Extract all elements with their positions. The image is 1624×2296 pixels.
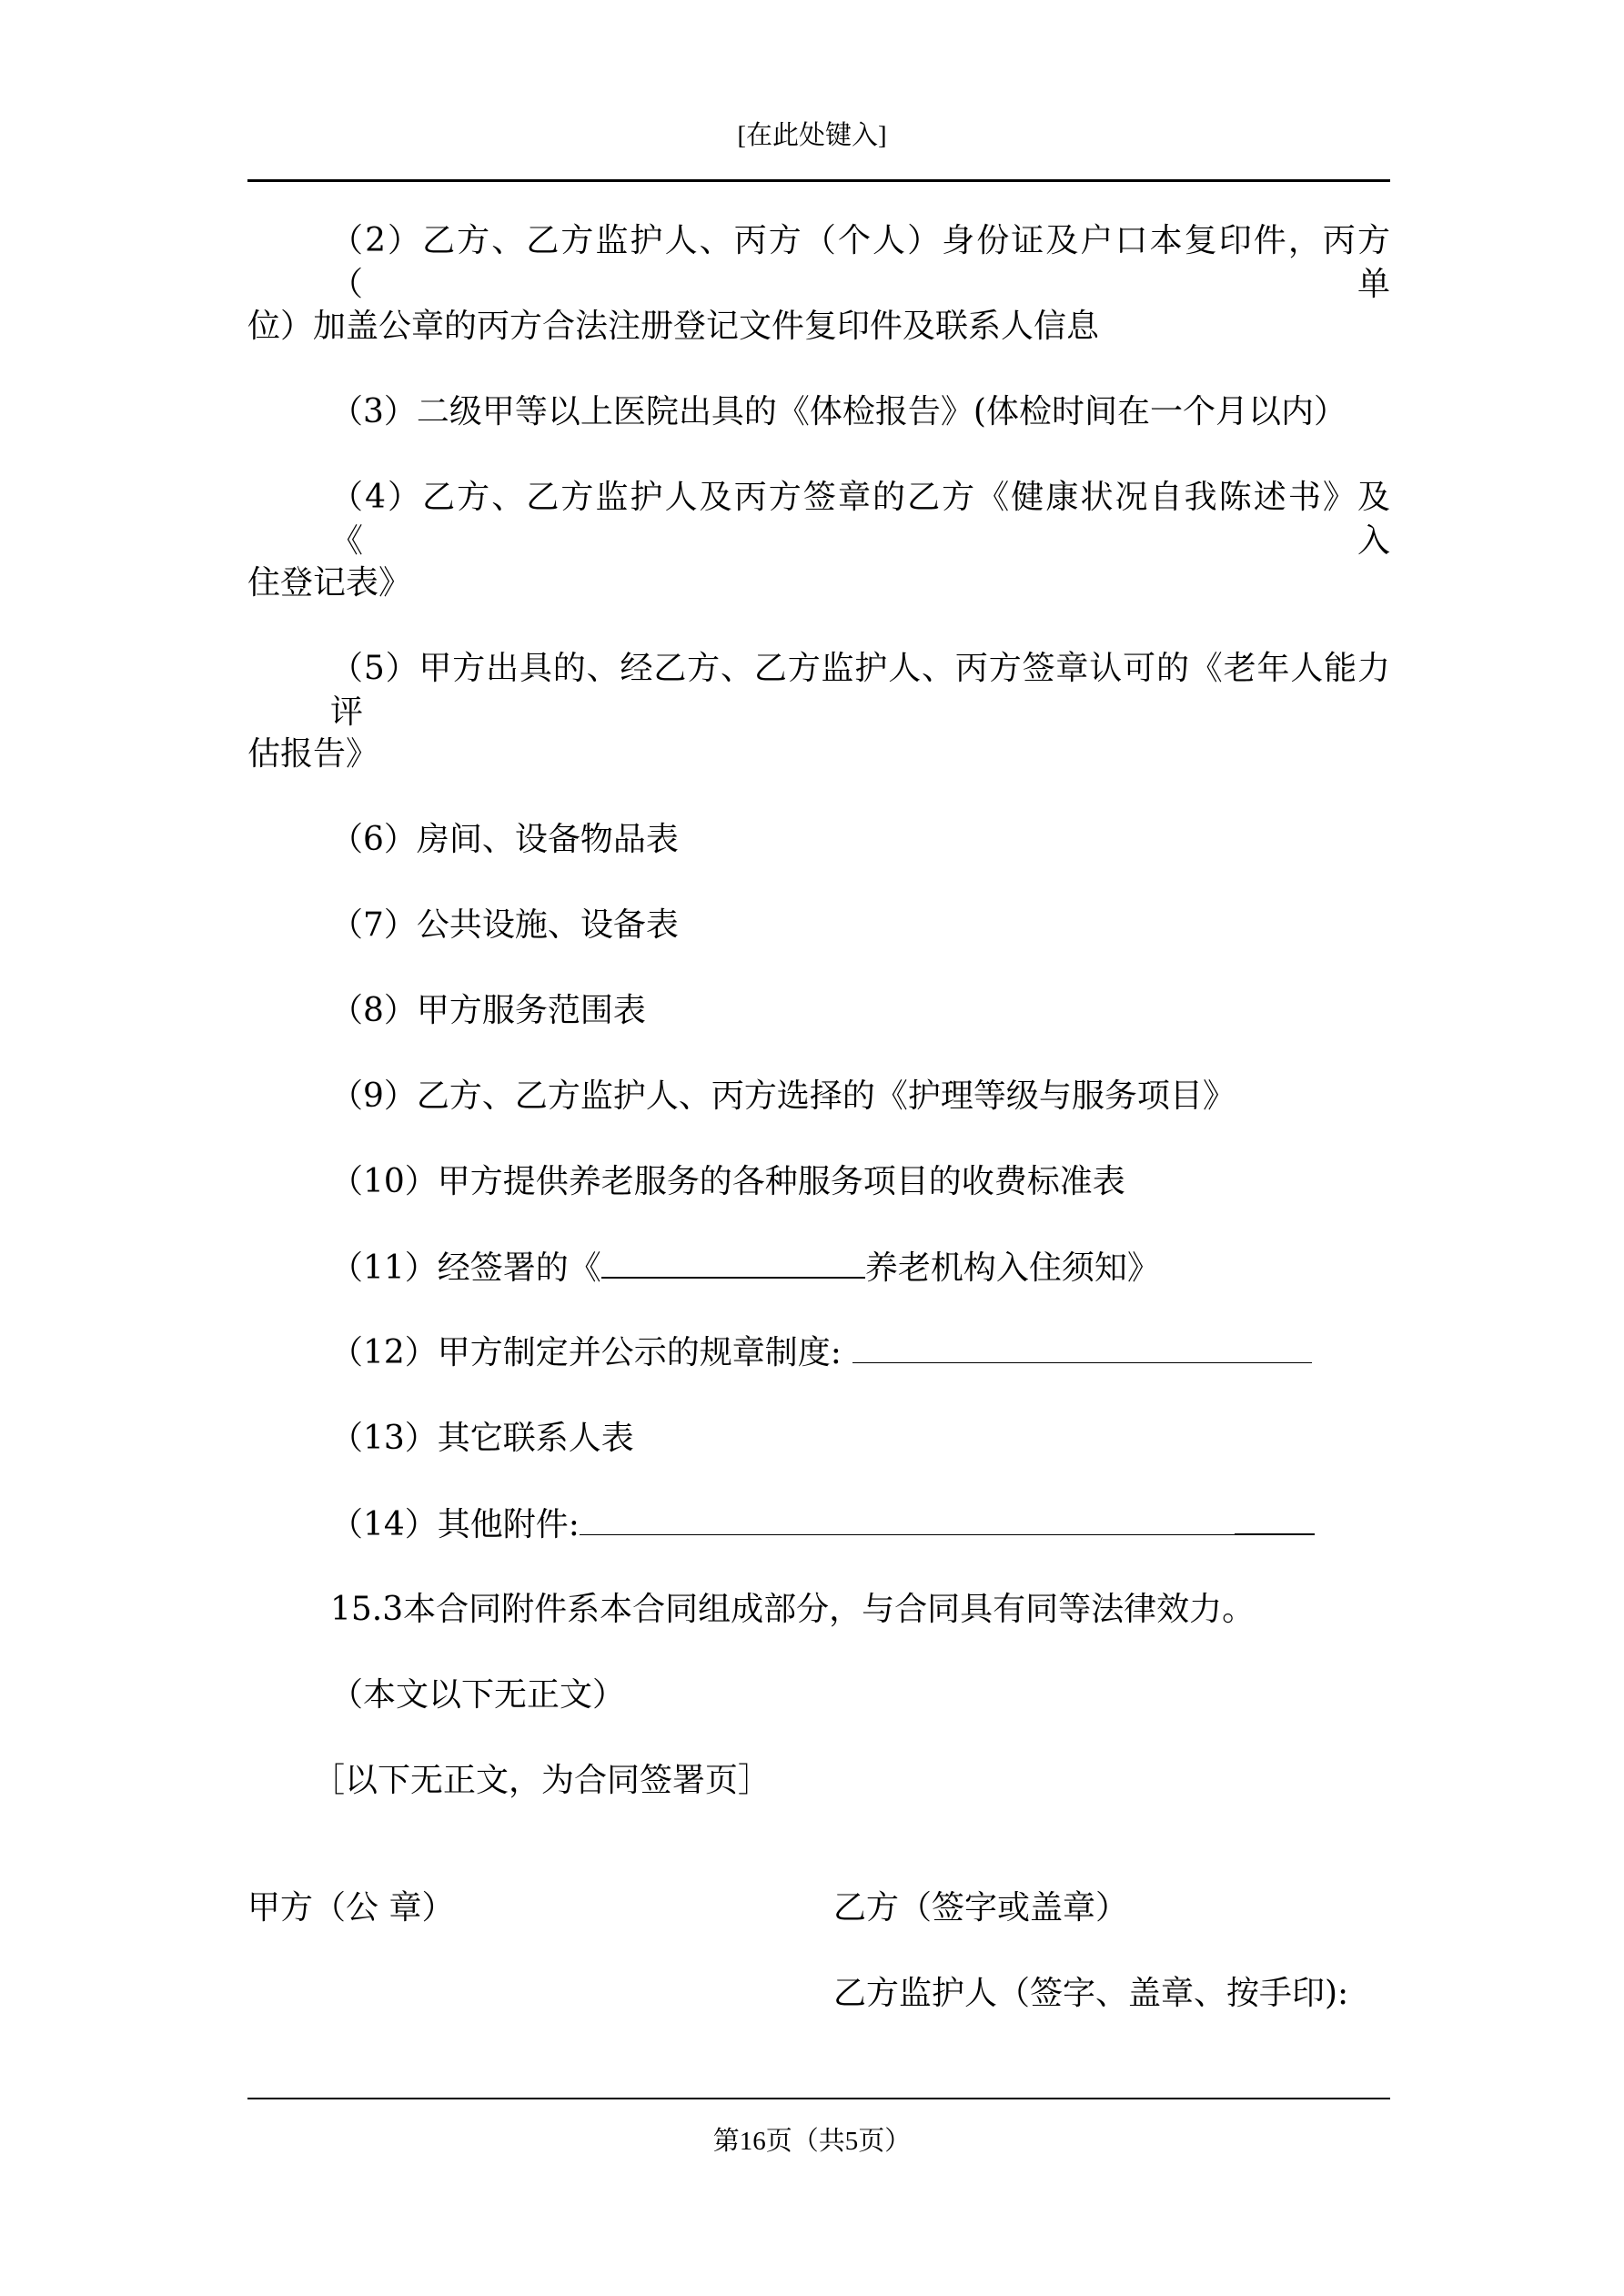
item-5-line-2: 估报告》 [247,735,379,773]
item-5-line-1: （5）甲方出具的、经乙方、乙方监护人、丙方签章认可的《老年人能力评 [330,650,1390,731]
no-text-note: （本文以下无正文） [330,1676,626,1714]
item-4-line-1: （4）乙方、乙方监护人及丙方签章的乙方《健康状况自我陈述书》及《入 [330,479,1390,560]
item-4-line-2: 住登记表》 [247,564,412,602]
guardian-signature: 乙方监护人（签字、盖章、按手印): [833,1975,1349,2012]
signature-page-note: ［以下无正文，为合同签署页］ [312,1762,772,1799]
page-footer: 第16页（共5页） [712,2127,912,2156]
header-rule [247,179,1390,182]
item-2-line-2: 位）加盖公章的丙方合法注册登记文件复印件及联系人信息 [247,308,1100,345]
item-12 [330,1331,1312,1375]
item-3: （3）二级甲等以上医院出具的《体检报告》(体检时间在一个月以内） [330,393,1347,430]
item-14-prefix: （14）其他附件: [330,1506,580,1543]
item-11-suffix: 养老机构入住须知》 [864,1249,1160,1287]
item-2-line-1: （2）乙方、乙方监护人、丙方（个人）身份证及户口本复印件，丙方（单 [330,222,1390,303]
item-14 [330,1502,1315,1547]
item-11-prefix: （11）经签署的《 [330,1249,601,1287]
item-11 [330,1246,1160,1290]
party-b-signature: 乙方（签字或盖章） [833,1889,1129,1927]
party-a-signature: 甲方（公 章） [247,1889,455,1927]
item-14-blank-end[interactable] [1235,1502,1315,1535]
page-header: [在此处键入] [737,121,887,150]
item-14-blank[interactable] [580,1503,1235,1535]
item-9: （9）乙方、乙方监护人、丙方选择的《护理等级与服务项目》 [330,1077,1236,1115]
item-10: （10）甲方提供养老服务的各种服务项目的收费标准表 [330,1163,1125,1200]
footer-rule [247,2098,1390,2099]
clause-15-3: 15.3本合同附件系本合同组成部分，与合同具有同等法律效力。 [330,1591,1256,1628]
item-6: （6）房间、设备物品表 [330,821,679,858]
item-8: （8）甲方服务范围表 [330,992,646,1029]
item-13: （13）其它联系人表 [330,1420,634,1457]
item-11-blank[interactable] [601,1246,865,1279]
item-12-blank[interactable] [852,1331,1312,1363]
item-12-prefix: （12）甲方制定并公示的规章制度: [330,1334,842,1371]
item-7: （7）公共设施、设备表 [330,906,679,944]
